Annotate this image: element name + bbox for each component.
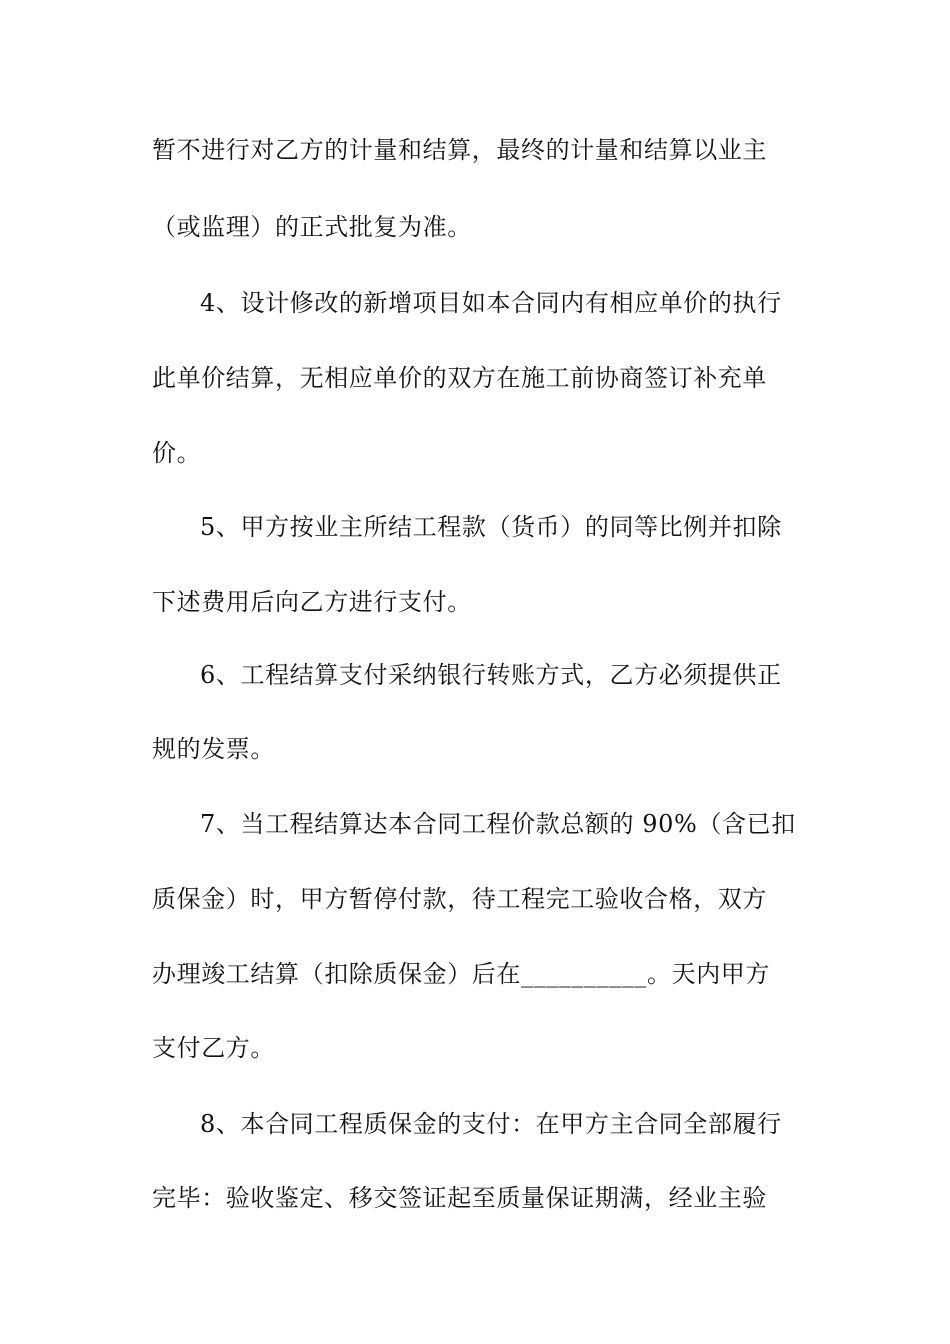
paragraph-line-1: 暂不进行对乙方的计量和结算，最终的计量和结算以业主 [152,136,767,164]
paragraph-line-6: 5、甲方按业主所结工程款（货币）的同等比例并扣除 [200,513,782,541]
paragraph-line-14: 8、本合同工程质保金的支付：在甲方主合同全部履行 [200,1110,782,1138]
paragraph-line-4: 此单价结算，无相应单价的双方在施工前协商签订补充单 [152,364,767,392]
paragraph-line-10: 7、当工程结算达本合同工程价款总额的 90%（含已扣 [200,810,796,838]
paragraph-line-13: 支付乙方。 [152,1034,275,1062]
paragraph-line-2: （或监理）的正式批复为准。 [152,213,472,241]
paragraph-line-7: 下述费用后向乙方进行支付。 [152,588,472,616]
paragraph-line-3: 4、设计修改的新增项目如本合同内有相应单价的执行 [200,289,782,317]
paragraph-line-9: 规的发票。 [152,735,275,763]
paragraph-line-11: 质保金）时，甲方暂停付款，待工程完工验收合格，双方 [152,885,767,913]
paragraph-line-15: 完毕：验收鉴定、移交签证起至质量保证期满，经业主验 [152,1184,767,1212]
paragraph-line-5: 价。 [152,439,202,467]
paragraph-line-8: 6、工程结算支付采纳银行转账方式，乙方必须提供正 [200,661,782,689]
paragraph-line-12: 办理竣工结算（扣除质保金）后在__________。天内甲方 [152,960,770,988]
